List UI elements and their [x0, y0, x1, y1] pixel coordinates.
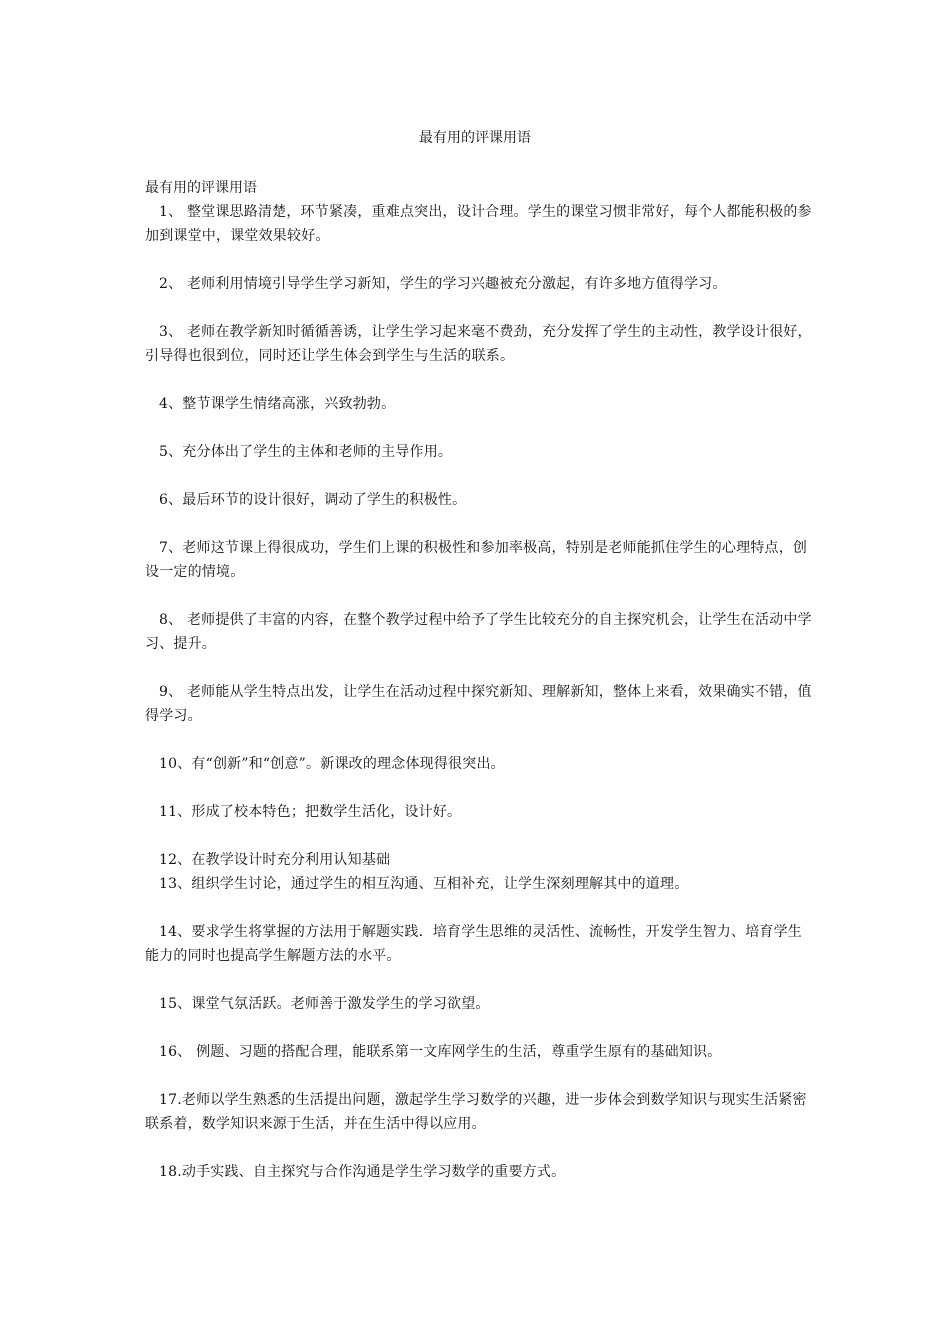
list-item: 14、要求学生将掌握的方法用于解题实践．培育学生思维的灵活性、流畅性，开发学生智力、培育学生能力的同时也提高学生解题方法的水平。	[145, 924, 803, 964]
list-item: 1、 整堂课思路清楚，环节紧凑，重难点突出，设计合理。学生的课堂习惯非常好，每个人都能积极的参加到课堂中，课堂效果较好。	[145, 204, 812, 244]
list-item: 2、 老师利用情境引导学生学习新知，学生的学习兴趣被充分激起，有许多地方值得学习。	[159, 276, 727, 292]
list-item: 11、形成了校本特色；把数学生活化，设计好。	[159, 804, 462, 820]
list-item: 5、充分体出了学生的主体和老师的主导作用。	[159, 444, 453, 460]
list-item: 6、最后环节的设计很好，调动了学生的积极性。	[159, 492, 467, 508]
document-subtitle: 最有用的评课用语	[145, 180, 257, 196]
list-item: 12、在教学设计时充分利用认知基础	[159, 852, 391, 868]
list-item: 9、 老师能从学生特点出发，让学生在活动过程中探究新知、理解新知，整体上来看，效果确实不错，值得学习。	[145, 684, 812, 724]
document-body	[145, 176, 813, 1208]
list-item: 10、有“创新”和“创意”。新课改的理念体现得很突出。	[159, 756, 505, 772]
list-item: 8、 老师提供了丰富的内容，在整个教学过程中给予了学生比较充分的自主探究机会，让学生在活动中学习、提升。	[145, 612, 812, 652]
list-item: 13、组织学生讨论，通过学生的相互沟通、互相补充，让学生深刻理解其中的道理。	[159, 876, 689, 892]
list-item: 16、 例题、习题的搭配合理，能联系第一文库网学生的生活，尊重学生原有的基础知识。	[159, 1044, 722, 1060]
list-item: 3、 老师在教学新知时循循善诱，让学生学习起来毫不费劲，充分发挥了学生的主动性，教学设计很好，引导得也很到位，同时还让学生体会到学生与生活的联系。	[145, 324, 812, 364]
list-item: 17.老师以学生熟悉的生活提出问题，激起学生学习数学的兴趣，进一步体会到数学知识与现实生活紧密联系着，数学知识来源于生活，并在生活中得以应用。	[145, 1092, 807, 1132]
page-title: 最有用的评课用语	[419, 130, 531, 146]
list-item: 18.动手实践、自主探究与合作沟通是学生学习数学的重要方式。	[159, 1164, 566, 1180]
list-item: 15、课堂气氛活跃。老师善于激发学生的学习欲望。	[159, 996, 490, 1012]
list-item: 7、老师这节课上得很成功，学生们上课的积极性和参加率极高，特别是老师能抓住学生的心理特点，创设一定的情境。	[145, 540, 808, 580]
list-item: 4、整节课学生情绪高涨，兴致勃勃。	[159, 396, 396, 412]
